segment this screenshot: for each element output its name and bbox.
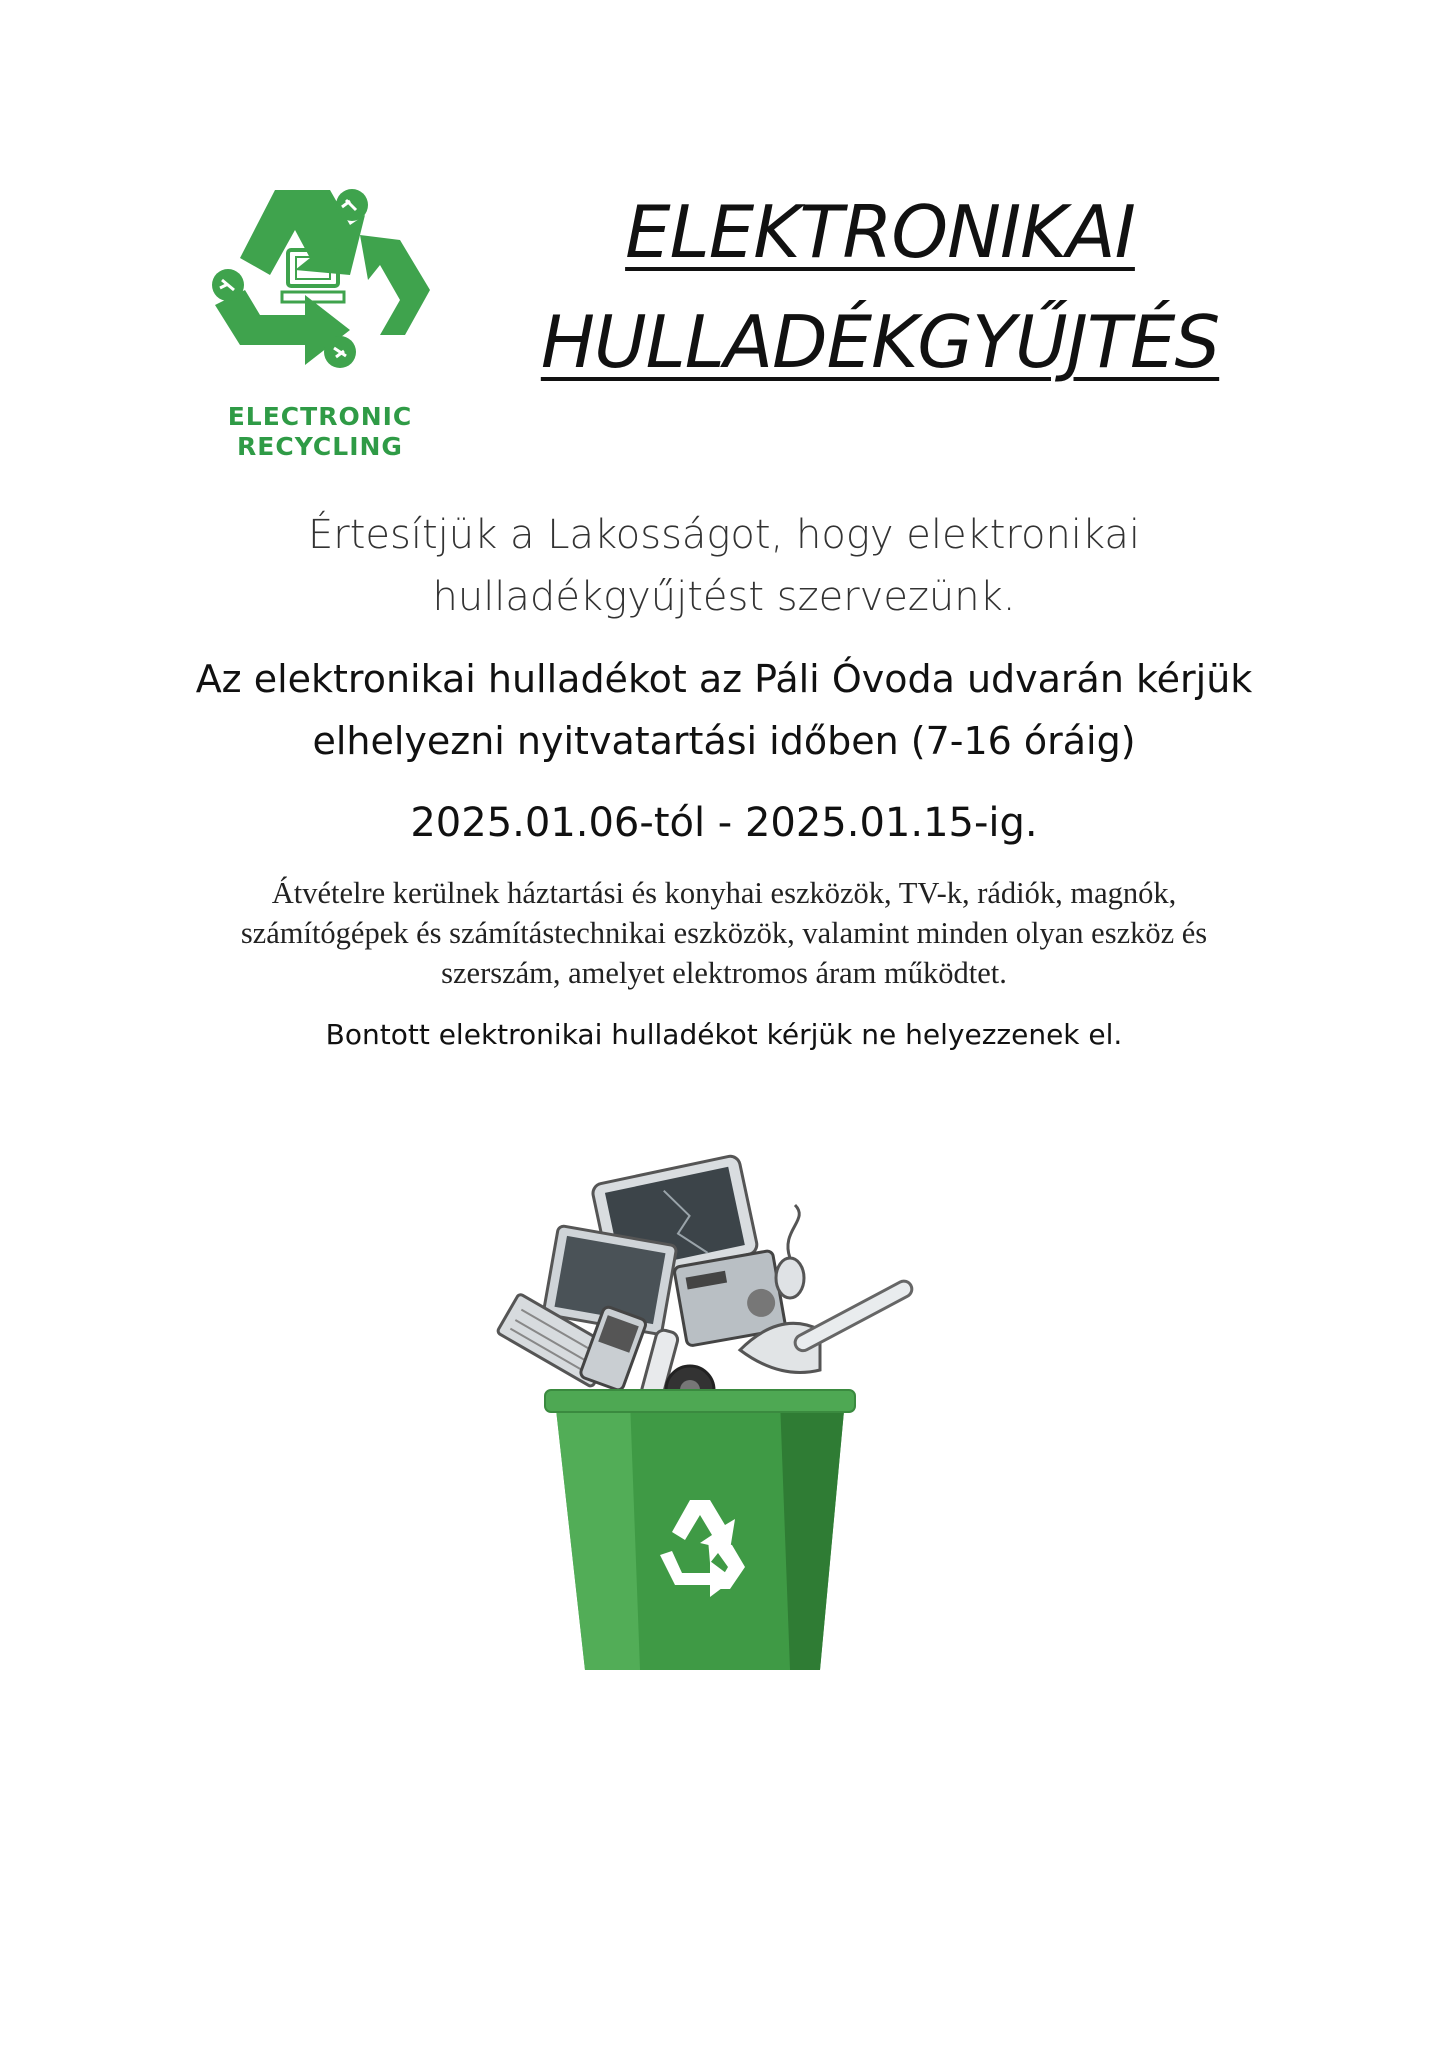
main-info-line2: elhelyezni nyitvatartási időben (7-16 óráig) — [312, 719, 1136, 763]
accepted-items-line1: Átvételre kerülnek háztartási és konyhai eszközök, TV-k, rádiók, magnók, — [271, 876, 1177, 910]
page-title-line1: ELEKTRONIKAI — [625, 190, 1135, 274]
recycle-bin-electronics-illustration — [490, 1150, 970, 1690]
logo-text-line1: ELECTRONIC — [227, 402, 413, 431]
intro-line2: hulladékgyűjtést szervezünk. — [432, 574, 1016, 620]
accepted-items-line2: számítógépek és számítástechnikai eszközök, valamint minden olyan eszköz és — [240, 916, 1208, 950]
recycle-bin-icon — [490, 1150, 970, 1690]
main-info-line1: Az elektronikai hulladékot az Páli Óvoda udvarán kérjük — [195, 657, 1253, 701]
logo-text-line2: RECYCLING — [237, 432, 403, 461]
intro-line1: Értesítjük a Lakosságot, hogy elektronikai — [308, 512, 1140, 558]
recycling-arrows-icon — [200, 180, 440, 400]
disassembled-waste-note: Bontott elektronikai hulladékot kérjük ne helyezzenek el. — [325, 1018, 1123, 1051]
electronic-recycling-logo — [200, 180, 440, 470]
accepted-items-line3: szerszám, amelyet elektromos áram működtet. — [441, 956, 1007, 990]
page-title-line2: HULLADÉKGYŰJTÉS — [540, 300, 1220, 384]
collection-dates: 2025.01.06-tól - 2025.01.15-ig. — [410, 800, 1038, 846]
